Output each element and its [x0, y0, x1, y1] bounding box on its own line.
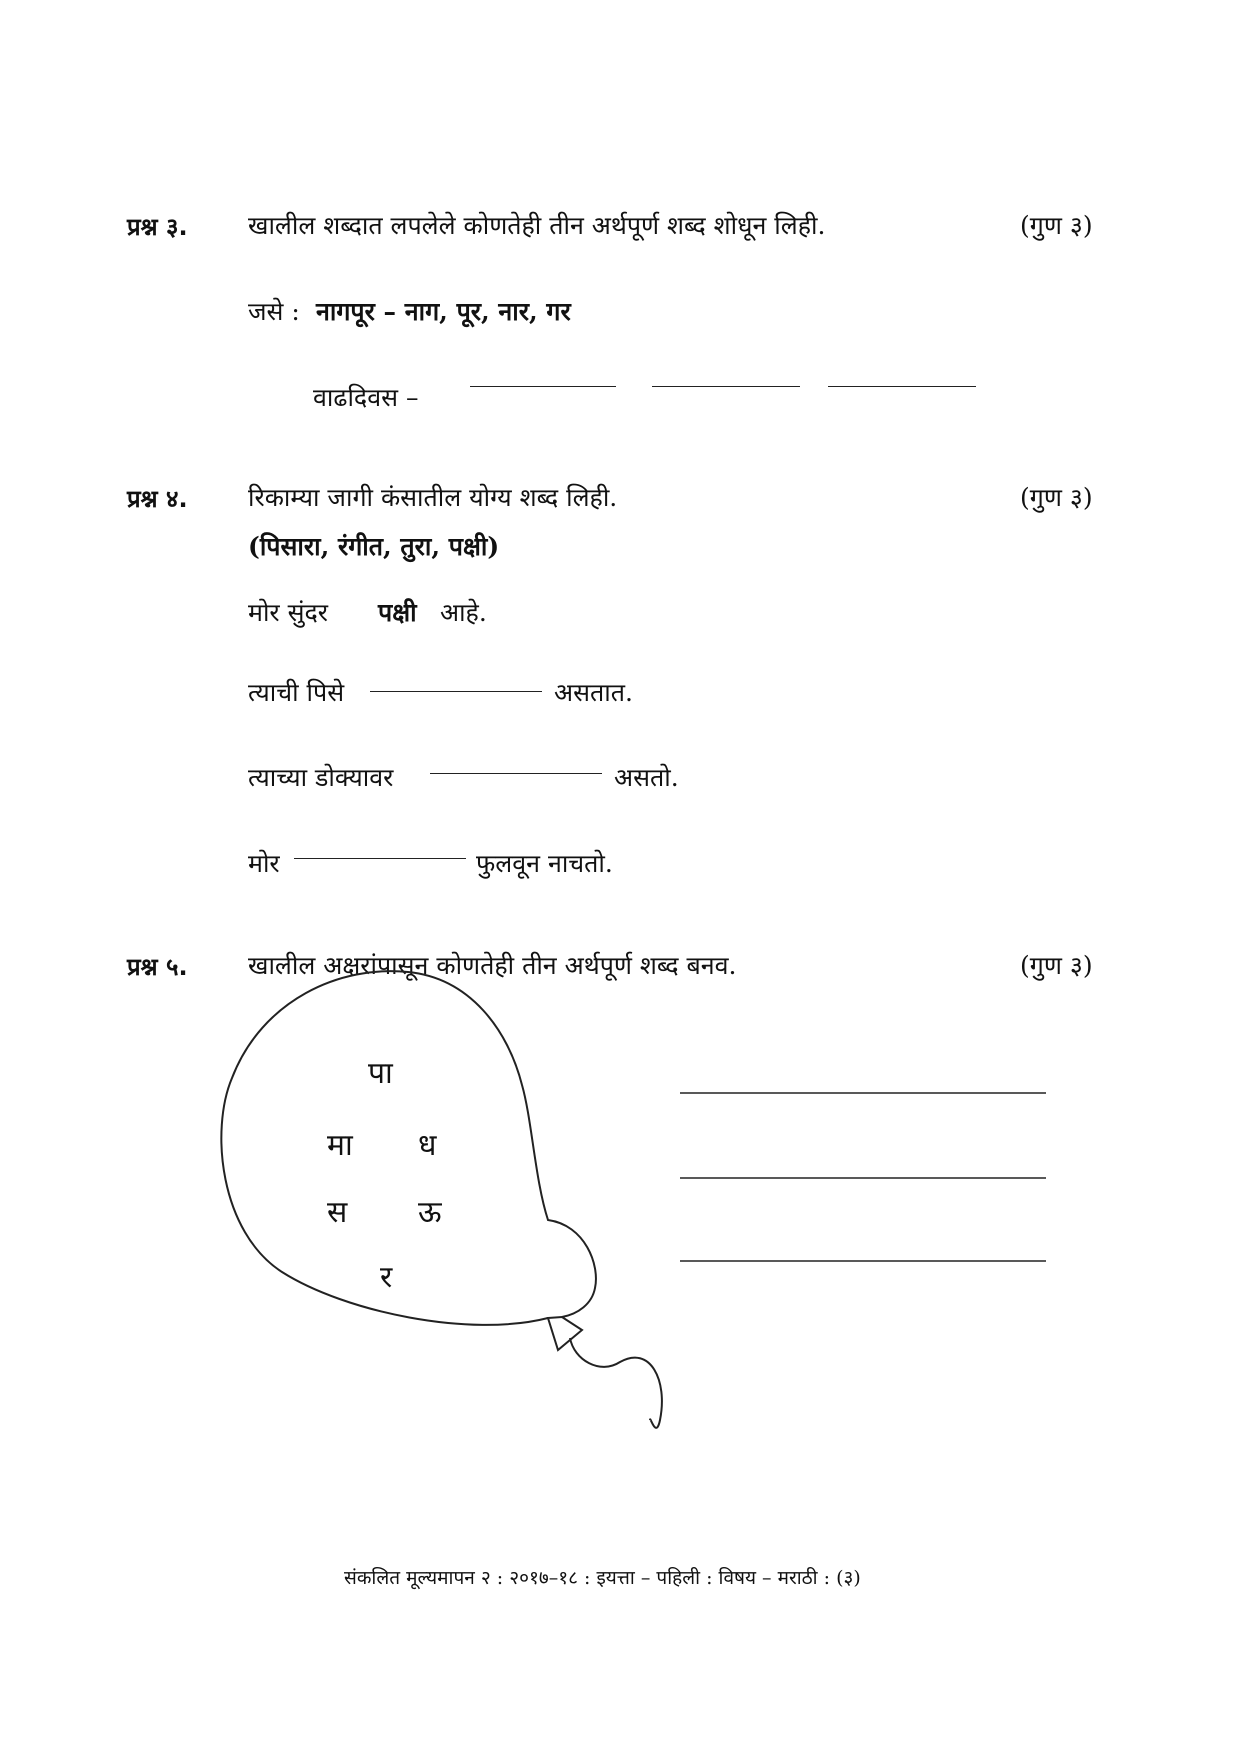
q4-sentence-3-before: मोर: [248, 849, 280, 878]
q3-question-text: खालील शब्दात लपलेले कोणतेही तीन अर्थपूर्ण शब्द शोधून लिही.: [248, 211, 826, 240]
page-footer: संकलित मूल्यमापन २ : २०१७–१८ : इयत्ता – पहिली : विषय – मराठी : (३): [344, 1567, 861, 1589]
q4-sentence-2-before: त्याच्या डोक्यावर: [248, 763, 394, 792]
q5-label: प्रश्न ५.: [127, 953, 188, 981]
q4-sentence-2-after: असतो.: [614, 763, 679, 792]
balloon-letter: मा: [327, 1128, 353, 1163]
q4-label: प्रश्न ४.: [127, 485, 188, 513]
q3-example-prefix: जसे :: [248, 297, 300, 326]
q3-example: नागपूर – नाग, पूर, नार, गर: [316, 297, 571, 326]
balloon-letter: पा: [368, 1056, 393, 1091]
q3-word: वाढदिवस –: [313, 383, 419, 412]
q3-marks: (गुण ३): [1020, 211, 1093, 240]
balloon-letter: र: [380, 1260, 393, 1295]
q4-marks: (गुण ३): [1020, 483, 1093, 512]
q5-question-text: खालील अक्षरांपासून कोणतेही तीन अर्थपूर्ण शब्द बनव.: [248, 951, 737, 980]
q4-question-text: रिकाम्या जागी कंसातील योग्य शब्द लिही.: [248, 483, 618, 512]
q3-label: प्रश्न ३.: [127, 213, 188, 241]
q4-sentence-3-after: फुलवून नाचतो.: [476, 849, 613, 878]
q4-sentence-1-after: असतात.: [554, 678, 633, 707]
balloon-string: [570, 1338, 662, 1428]
q5-marks: (गुण ३): [1020, 951, 1093, 980]
balloon-letter: ध: [418, 1128, 437, 1163]
balloon-outline: [221, 971, 596, 1325]
q4-options: (पिसारा, रंगीत, तुरा, पक्षी): [248, 532, 500, 561]
balloon-knot: [548, 1317, 582, 1350]
q4-sentence-1-before: त्याची पिसे: [248, 678, 345, 707]
balloon-letter: ऊ: [418, 1195, 442, 1230]
q4-example-before: मोर सुंदर: [248, 598, 328, 627]
q4-example-answer: पक्षी: [378, 598, 417, 627]
q4-example-after: आहे.: [440, 598, 487, 627]
balloon-letter: स: [327, 1195, 348, 1230]
